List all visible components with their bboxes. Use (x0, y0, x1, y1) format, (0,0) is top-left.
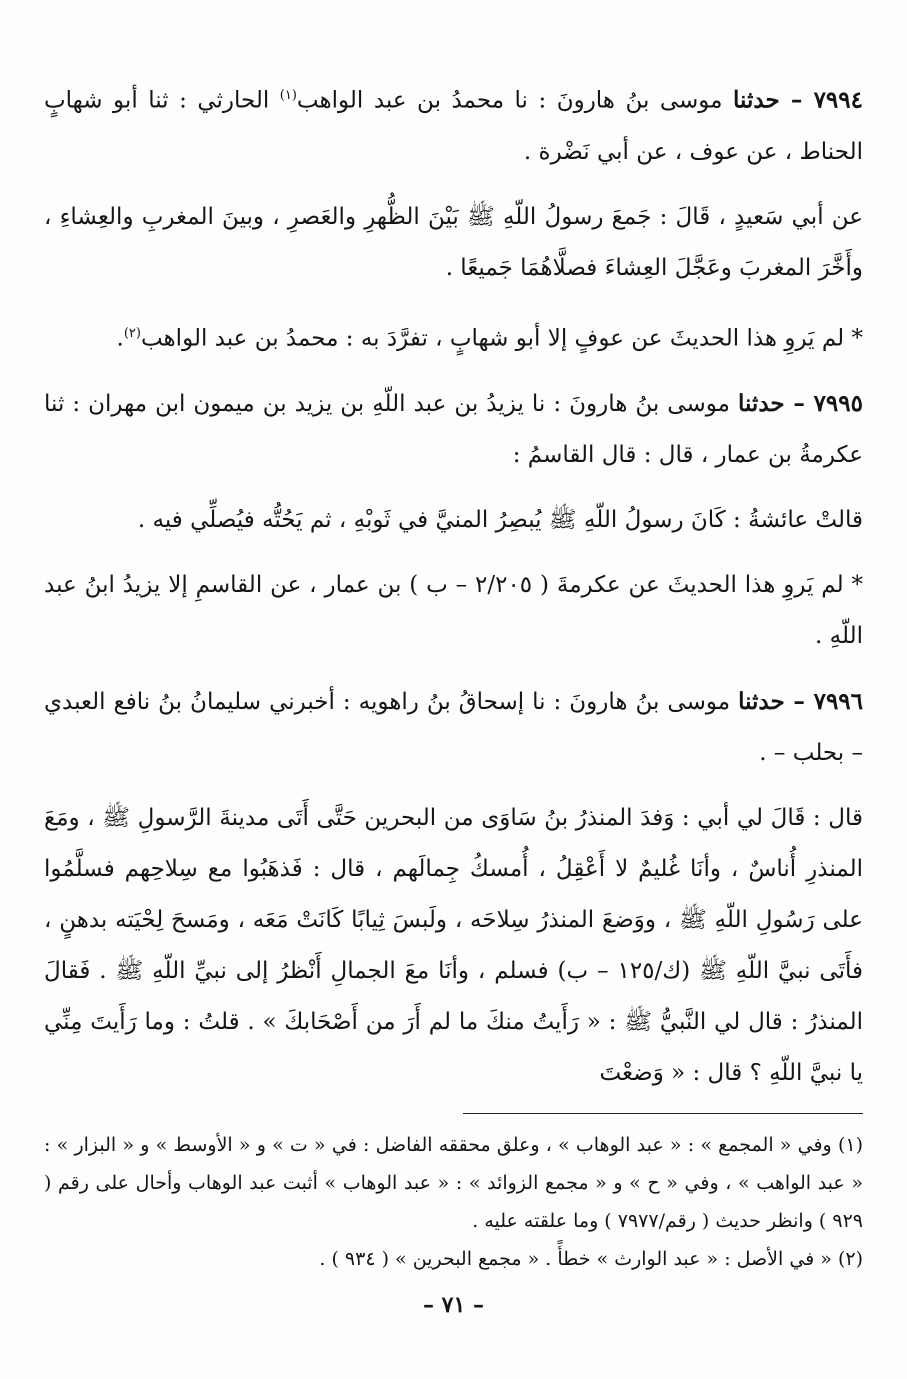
dash: – (784, 390, 814, 418)
hadith-7994-isnad (44, 70, 863, 178)
page-number: – ٧١ – (423, 1292, 484, 1318)
haddathana-word: حدثنا (738, 688, 785, 716)
hadith-7995-comment: * لم يَروِ هذا الحديثَ عن عكرمةَ ( ٢/٢٠٥ – ب ) بن عمار ، عن القاسمِ إلا يزيدُ ابنُ عبد اللّهِ . (44, 572, 863, 650)
hadith-number: ٧٩٩٤ (813, 86, 863, 114)
hadith-7994-matn: عن أبي سَعيدٍ ، قَالَ : جَمعَ رسولُ اللّهِ ﷺ بَيْنَ الظُّهرِ والعَصرِ ، وبينَ المغربِ والعِشاءِ ، وأَخَّرَ المغربَ وعَجَّلَ العِشاءَ فصلَّاهُمَا جَميعًا . (44, 203, 863, 281)
hadith-7996-matn: قال : قَالَ لي أبي : وَفدَ المنذرُ بنُ سَاوَى من البحرين حَتَّى أَتَى مدينةَ الرَّسولِ ﷺ ، ومَعَ المنذرِ أُناسٌ ، وأنَا غُليمٌ لا أَعْقِلُ ، أُمسكُ جِمالَهم ، قال : فَذهَبُوا مع سِلاحِهم فسلَّمُوا على رَسُولِ اللّهِ ﷺ ، ووَضعَ المنذرُ سِلاحَه ، ولَبسَ ثِيابًا كَانَتْ مَعَه ، ومَسحَ لِحْيَته بدهنٍ ، فأَتَى نبيَّ اللّهِ ﷺ (ك/١٢٥ – ب) فسلم ، وأنَا معَ الجمالِ أَنْظرُ إلى نبيِّ اللّهِ ﷺ . فَقالَ المنذرُ : قال لي النَّبيُّ ﷺ : « رَأَيتُ منكَ ما لم أَرَ من أَصْحَابكَ » . قلتُ : وما رَأَيتَ مِنِّي يا نبيَّ اللّهِ ؟ قال : « وَضعْتَ (44, 805, 864, 1087)
footnote-2: (٢) « في الأصل : « عبد الوارث » خطأً . « مجمع البحرين » ( ٩٣٤ ) . (319, 1248, 863, 1271)
dash: – (779, 86, 814, 114)
hadith-number: ٧٩٩٥ (813, 390, 863, 418)
isnad-text-cont: الحارثي : ثنا أبو شهابٍ الحناط ، عن عوف ، عن أبي نَضْرة . (44, 87, 863, 165)
hadith-7995-isnad (44, 378, 863, 481)
footnote-1: (١) وفي « المجمع » : « عبد الوهاب » ، وعلق محققه الفاضل : في « ت » و « الأوسط » و « البزار » : « عبد الواهب » ، وفي « ح » و « مجمع الزوائد » : « عبد الوهاب » أثبت عبد الوهاب وأحال على رقم ( ٩٢٩ ) وانظر حديث ( رقم/٧٩٧٧ ) وما علقته عليه . (44, 1134, 863, 1233)
isnad-text: موسى بنُ هارونَ : نا يزيدُ بن عبد اللّهِ بن يزيد بن ميمون ابن مهران : ثنا عكرمةُ بن عمار ، قال : قال القاسمُ : (44, 391, 863, 469)
hadith-7996-isnad (44, 676, 863, 779)
dash: – (784, 688, 814, 716)
comment-text: * لم يَروِ هذا الحديثَ عن عوفٍ إلا أبو شهابٍ ، تفرَّدَ به : محمدُ بن عبد الواهب (140, 325, 863, 352)
footnote-marker: (١) (279, 88, 297, 103)
hadith-7994-comment (44, 308, 863, 365)
haddathana-word: حدثنا (733, 86, 780, 114)
footnote-divider (463, 1113, 863, 1114)
haddathana-word: حدثنا (737, 390, 785, 418)
isnad-text: موسى بنُ هارونَ : نا إسحاقُ بنُ راهويه : أخبرني سليمانُ بنُ نافع العبدي – بحلب – . (44, 689, 863, 767)
hadith-7995-matn: قالتْ عائشةُ : كَانَ رسولُ اللّهِ ﷺ يُبصِرُ المنيَّ في ثَوبْهِ ، ثم يَحُتُّه فيُصلِّي فيه . (137, 507, 863, 534)
hadith-number: ٧٩٩٦ (813, 688, 864, 716)
isnad-text: موسى بنُ هارونَ : نا محمدُ بن عبد الواهب (296, 87, 734, 114)
comment-end: . (116, 325, 124, 352)
footnote-marker: (٢) (123, 325, 141, 341)
